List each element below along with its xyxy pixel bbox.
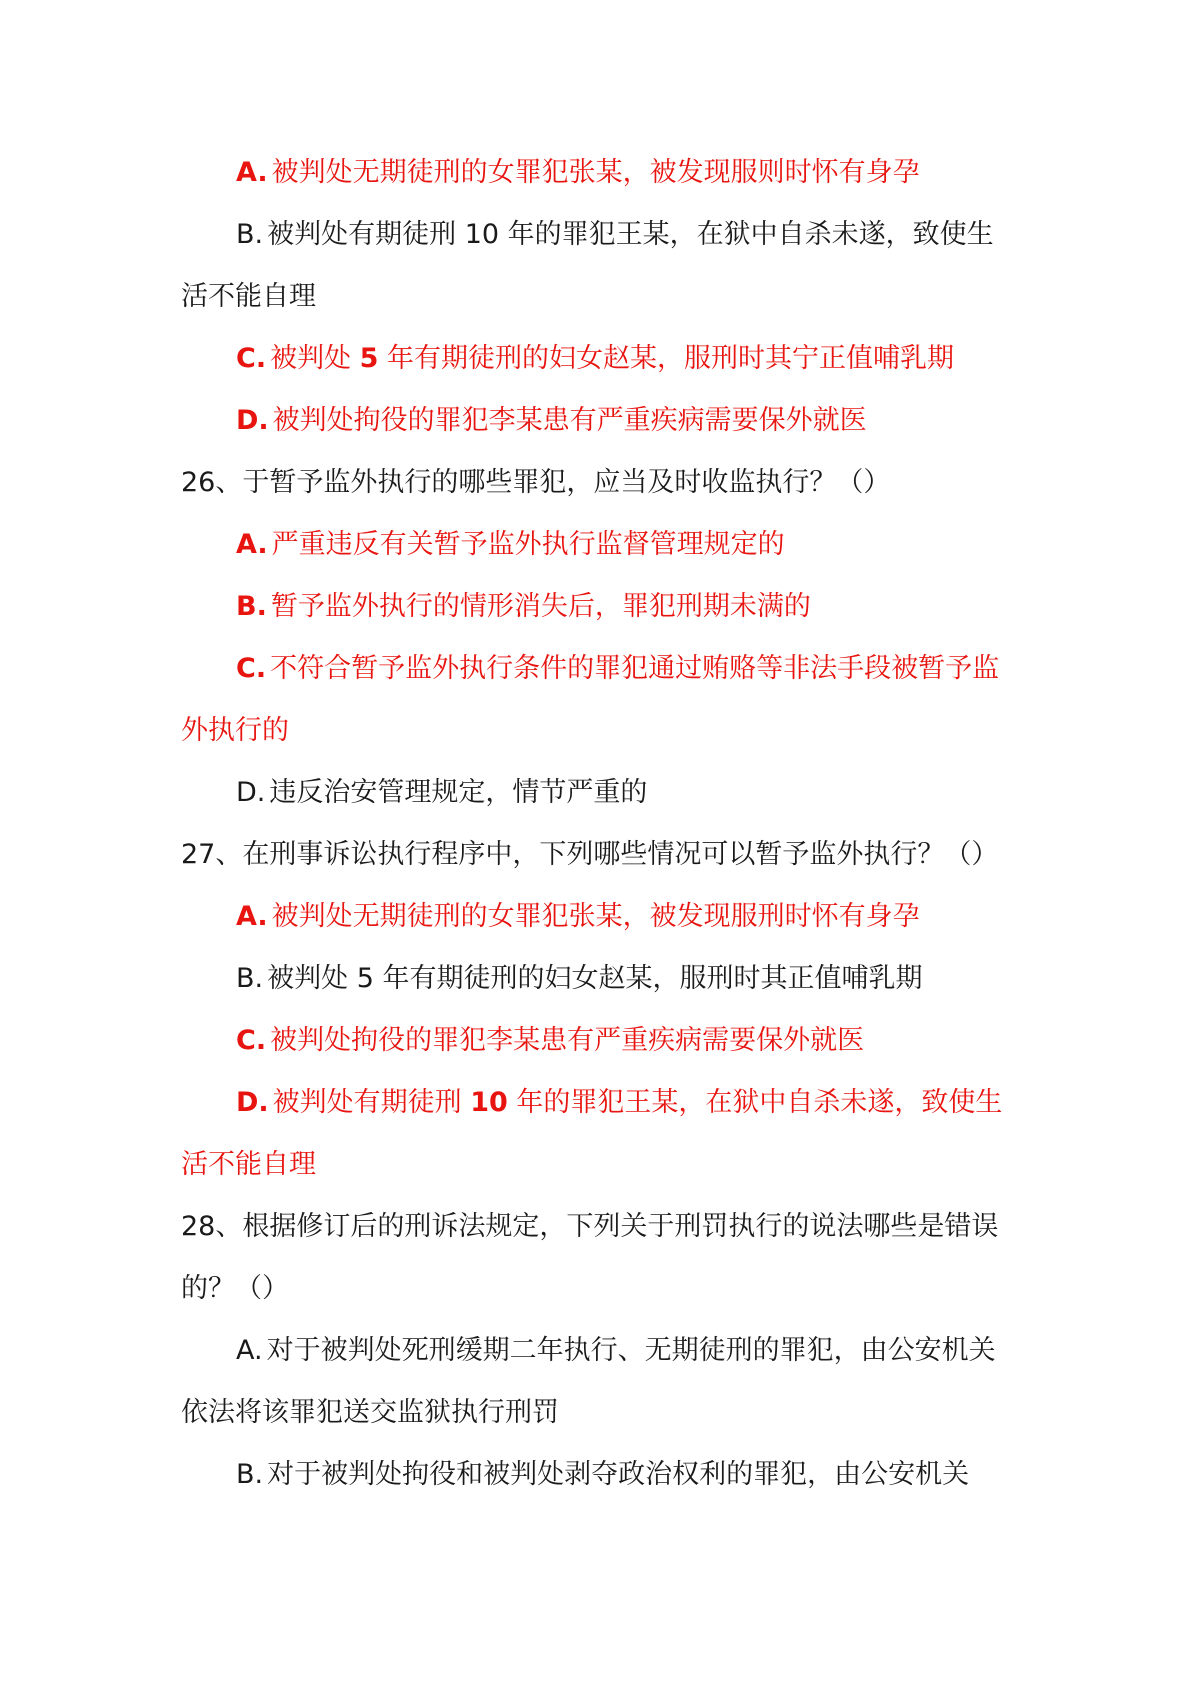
question-28 xyxy=(181,1196,1013,1320)
option-number: 10 xyxy=(470,1087,508,1118)
option-text-post: 年有期徒刑的妇女赵某，服刑时其正值哺乳期 xyxy=(373,963,923,994)
option-text: 对于被判处死刑缓期二年执行、无期徒刑的罪犯，由公安机关依法将该罪犯送交监狱执行刑罚 xyxy=(181,1335,996,1428)
option-number: 10 xyxy=(464,219,500,250)
question-text: 根据修订后的刑诉法规定，下列关于刑罚执行的说法哪些是错误的？（） xyxy=(181,1211,999,1304)
option-text: 不符合暂予监外执行条件的罪犯通过贿赂等非法手段被暂予监外执行的 xyxy=(181,653,1000,746)
option-text-post: 年的罪犯王某，在狱中自杀未遂，致使生活不能自理 xyxy=(181,219,994,312)
option-text: 暂予监外执行的情形消失后，罪犯刑期未满的 xyxy=(270,591,811,622)
option-label: A. xyxy=(236,157,268,188)
option-label: B. xyxy=(236,591,267,622)
option-label: A. xyxy=(236,901,268,932)
q27-option-b xyxy=(181,948,1013,1010)
question-number: 26、 xyxy=(181,467,243,498)
option-d-prev xyxy=(181,390,1013,452)
option-text-pre: 被判处 xyxy=(267,963,357,994)
option-text-post: 年的罪犯王某，在狱中自杀未遂，致使生活不能自理 xyxy=(181,1087,1003,1180)
option-text: 被判处拘役的罪犯李某患有严重疾病需要保外就医 xyxy=(270,1025,865,1056)
q26-option-b xyxy=(181,576,1013,638)
question-27 xyxy=(181,824,1013,886)
option-number: 5 xyxy=(356,963,374,994)
option-text: 被判处拘役的罪犯李某患有严重疾病需要保外就医 xyxy=(272,405,867,436)
option-text-pre: 被判处有期徒刑 xyxy=(272,1087,471,1118)
option-number: 5 xyxy=(359,343,379,374)
option-text: 对于被判处拘役和被判处剥夺政治权利的罪犯，由公安机关 xyxy=(267,1459,970,1490)
question-text: 在刑事诉讼执行程序中，下列哪些情况可以暂予监外执行？（） xyxy=(242,839,999,870)
option-c-prev xyxy=(181,328,1013,390)
option-b-prev xyxy=(181,204,1013,328)
q28-option-a xyxy=(181,1320,1013,1444)
option-a-prev xyxy=(181,142,1013,204)
q26-option-c xyxy=(181,638,1013,762)
question-26 xyxy=(181,452,1013,514)
option-label: B. xyxy=(236,1459,264,1490)
option-text: 严重违反有关暂予监外执行监督管理规定的 xyxy=(271,529,785,560)
q27-option-d xyxy=(181,1072,1013,1196)
option-text-pre: 被判处有期徒刑 xyxy=(267,219,465,250)
option-label: C. xyxy=(236,343,267,374)
question-text: 于暂予监外执行的哪些罪犯，应当及时收监执行？（） xyxy=(242,467,891,498)
q26-option-d xyxy=(181,762,1013,824)
q28-option-b xyxy=(181,1444,1013,1506)
option-label: A. xyxy=(236,1335,263,1366)
question-number: 27、 xyxy=(181,839,243,870)
option-text-post: 年有期徒刑的妇女赵某，服刑时其宁正值哺乳期 xyxy=(378,343,955,374)
q27-option-c xyxy=(181,1010,1013,1072)
option-text: 违反治安管理规定，情节严重的 xyxy=(269,777,648,808)
option-label: D. xyxy=(236,777,266,808)
option-label: C. xyxy=(236,1025,267,1056)
option-text: 被判处无期徒刑的女罪犯张某，被发现服则时怀有身孕 xyxy=(271,157,920,188)
option-label: C. xyxy=(236,653,267,684)
option-label: A. xyxy=(236,529,268,560)
option-text: 被判处无期徒刑的女罪犯张某，被发现服刑时怀有身孕 xyxy=(271,901,920,932)
document-body xyxy=(181,142,1013,1506)
option-label: D. xyxy=(236,405,269,436)
q26-option-a xyxy=(181,514,1013,576)
option-label: B. xyxy=(236,963,264,994)
q27-option-a xyxy=(181,886,1013,948)
option-label: D. xyxy=(236,1087,269,1118)
option-text-pre: 被判处 xyxy=(270,343,360,374)
question-number: 28、 xyxy=(181,1211,243,1242)
option-label: B. xyxy=(236,219,264,250)
